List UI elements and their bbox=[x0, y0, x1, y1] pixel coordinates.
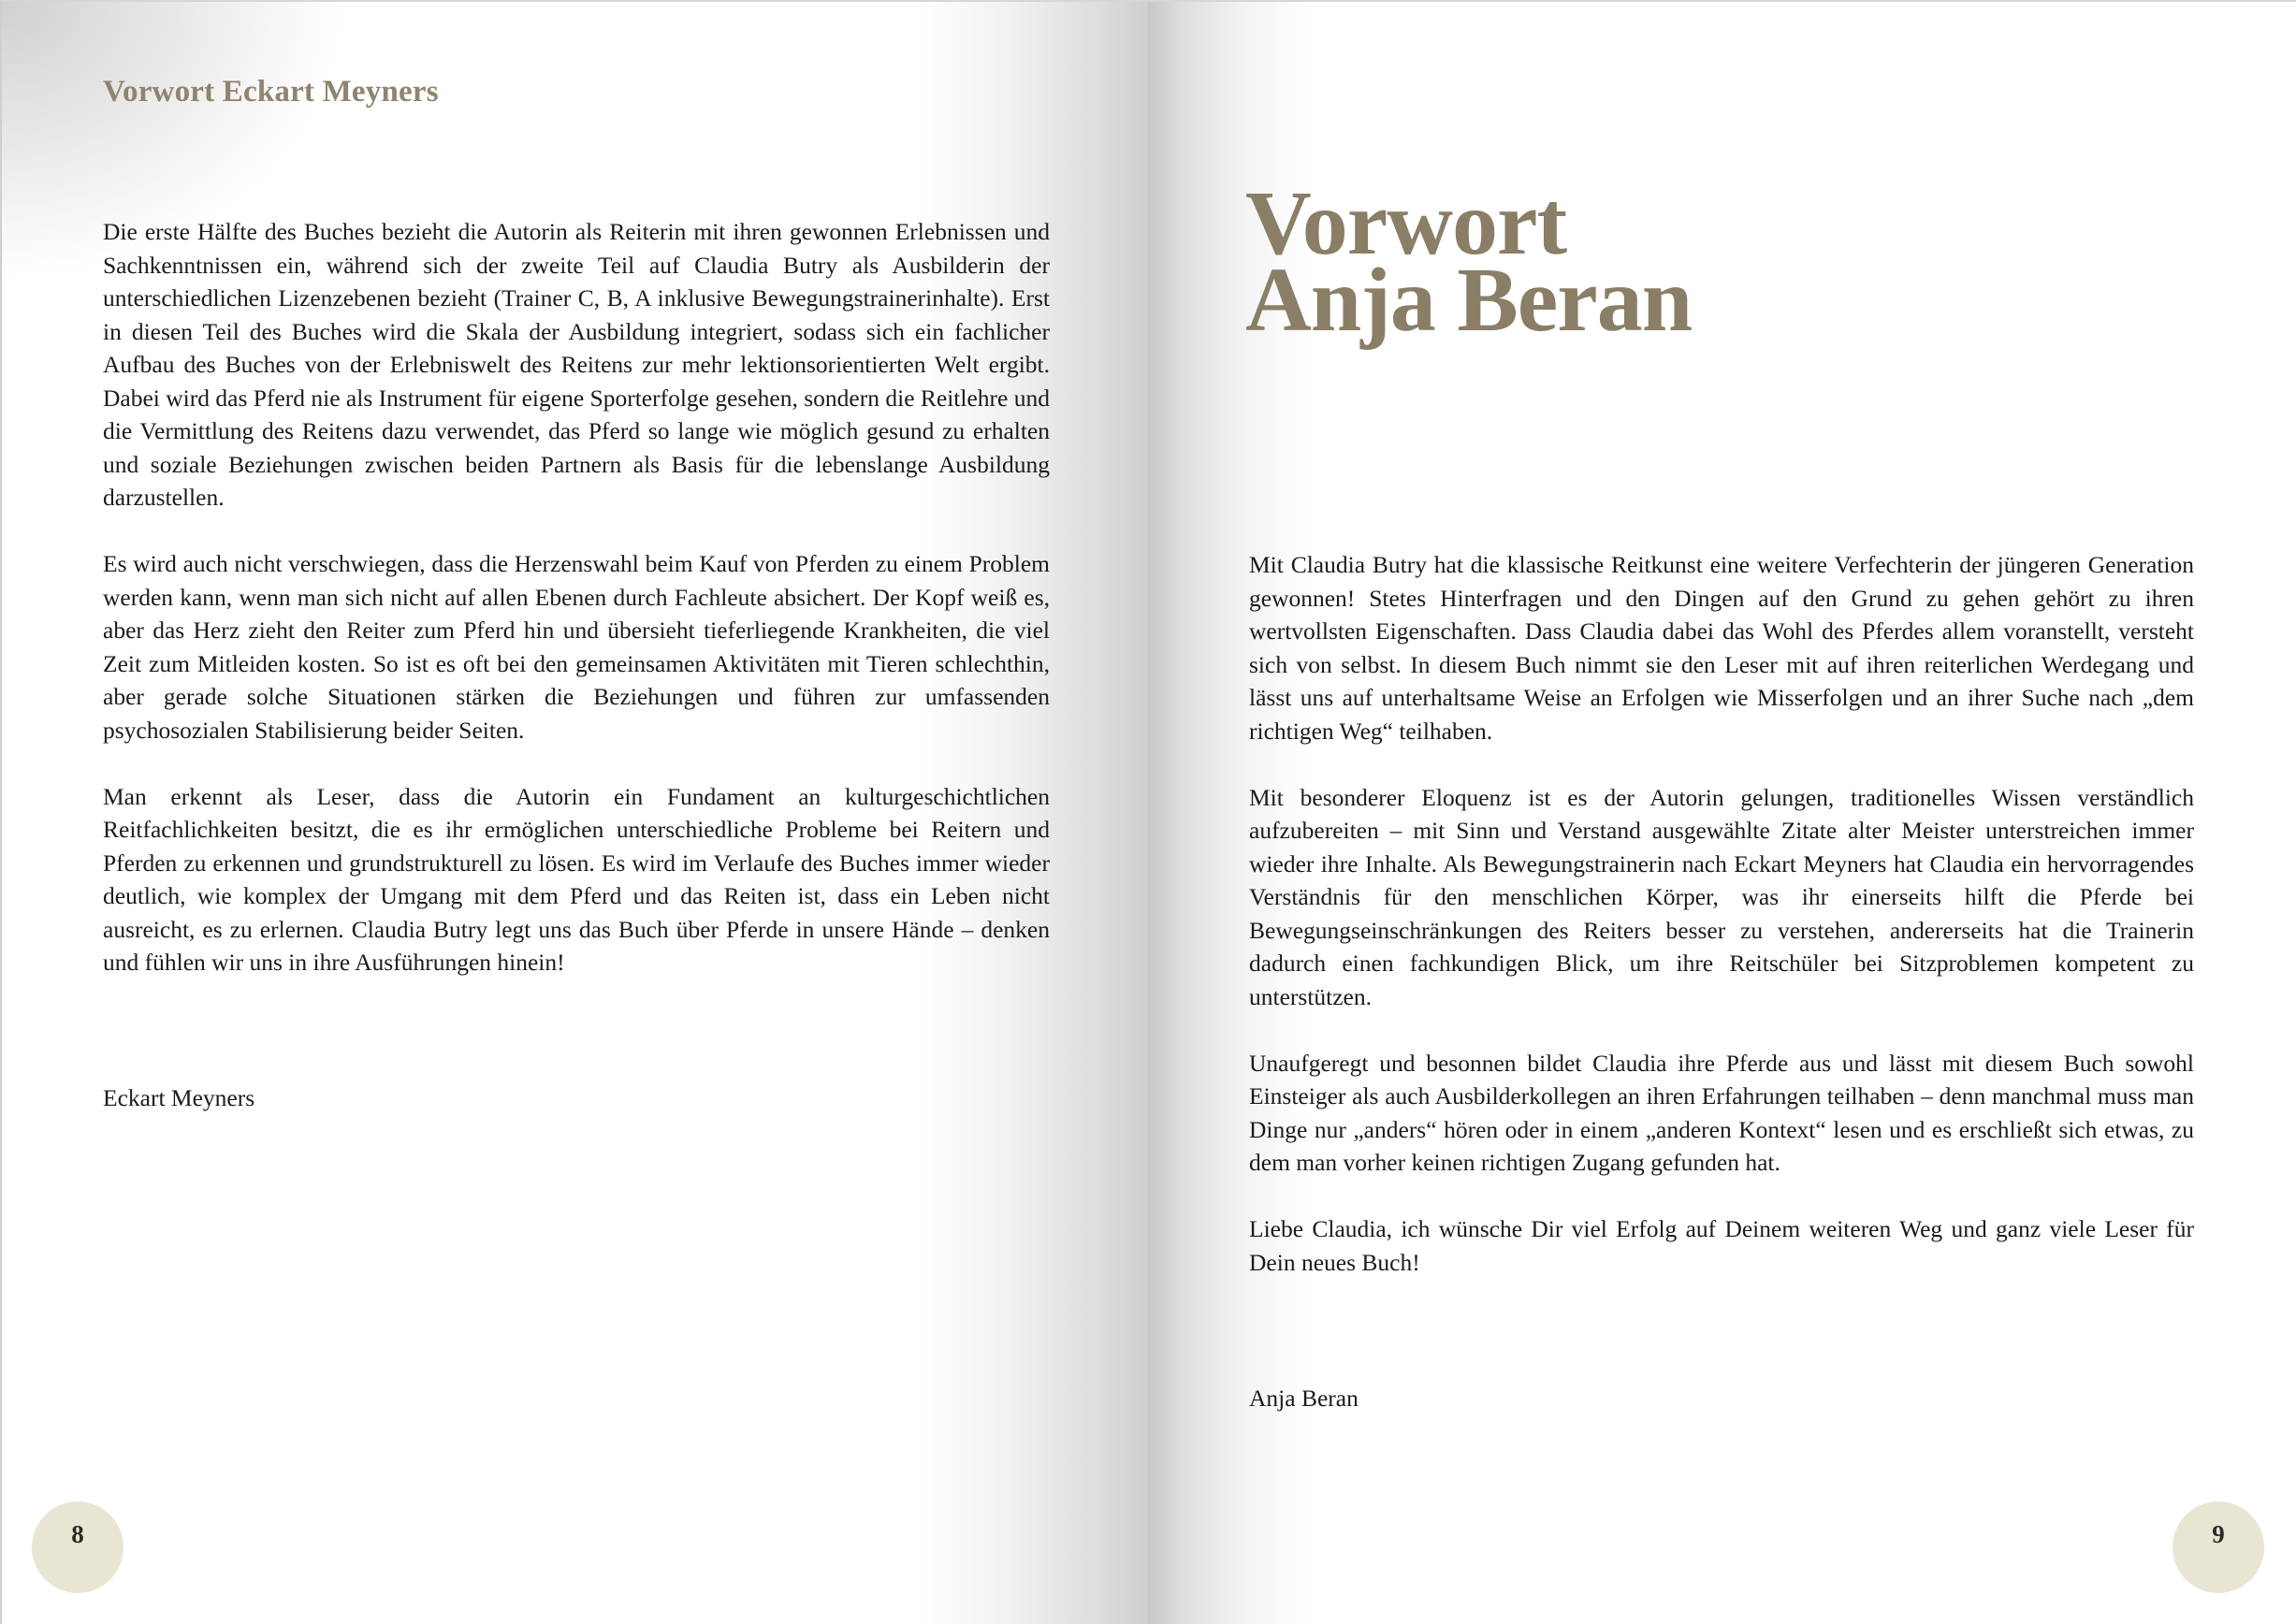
paragraph: Mit Claudia Butry hat die klassische Reitkunst eine weitere Verfechterin der jüngeren Generation gewonnen! Stetes Hinterfragen und den Dingen auf den Grund zu gehen gehört zu ihren wertvollsten Eigenschaften. Dass Claudia dabei das Wohl des Pferdes allem voranstellt, versteht sich von selbst. In diesem Buch nimmt sie den Leser mit auf ihren reiterlichen Werdegang und lässt uns auf unterhaltsame Weise an Erfolgen wie Misserfolgen und an ihrer Suche nach „dem richtigen Weg“ teilhaben. bbox=[1249, 551, 2194, 745]
chapter-title-line-2: Anja Beran bbox=[1245, 250, 1693, 351]
page-number-badge bbox=[2172, 1501, 2264, 1593]
running-head: Vorwort Eckart Meyners bbox=[103, 75, 439, 109]
right-body-text bbox=[1249, 548, 2194, 1312]
page-number: 9 bbox=[2212, 1520, 2225, 1548]
paragraph: Man erkennt als Leser, dass die Autorin ein Fundament an kulturgeschichtlichen Reitfachlichkeiten besitzt, die es ihr ermöglichen unterschiedliche Probleme bei Reitern und Pferden zu erkennen und grundstrukturell zu lösen. Es wird im Verlaufe des Buches immer wieder deutlich, wie komplex der Umgang mit dem Pferd und das Reiten ist, dass ein Leben nicht ausreicht, es zu erlernen. Claudia Butry legt uns das Buch über Pferde in unsere Hände – denken und fühlen wir uns in ihre Ausführungen hinein! bbox=[103, 782, 1050, 976]
left-body-text bbox=[103, 215, 1050, 1012]
page-number-badge bbox=[32, 1501, 124, 1593]
paragraph: Mit besonderer Eloquenz ist es der Autorin gelungen, traditionelles Wissen verständlich aufzubereiten – mit Sinn und Verstand ausgewählte Zitate alter Meister unterstreichen immer wieder ihre Inhalte. Als Bewegungstrainerin nach Eckart Meyners hat Claudia ein hervorragendes Verständnis für den menschlichen Körper, was ihr einerseits hilft die Pferde bei Bewegungseinschränkungen des Reiters besser zu verstehen, andererseits hat die Trainerin dadurch einen fachkundigen Blick, um ihre Reitschüler bei Sitzproblemen kompetent zu unterstützen. bbox=[1249, 783, 2194, 1010]
chapter-title-line-1: Vorwort bbox=[1245, 173, 1567, 274]
right-page bbox=[1148, 0, 2296, 1624]
paragraph: Es wird auch nicht verschwiegen, dass die Herzenswahl beim Kauf von Pferden zu einem Problem werden kann, wenn man sich nicht auf allen Ebenen durch Fachleute absichert. Der Kopf weiß es, aber das Herz zieht den Reiter zum Pferd hin und übersieht tieferliegende Krankheiten, die viel Zeit zum Mitleiden kosten. So ist es oft bei den gemeinsamen Aktivitäten mit Tieren schlechthin, aber gerade solche Situationen stärken die Beziehungen und führen zur umfassenden psychosozialen Stabilisierung beider Seiten. bbox=[103, 550, 1050, 744]
paragraph: Die erste Hälfte des Buches bezieht die Autorin als Reiterin mit ihren gewonnen Erlebnissen und Sachkenntnissen ein, während sich der zweite Teil auf Claudia Butry als Ausbilderin der unterschiedlichen Lizenzebenen bezieht (Trainer C, B, A inklusive Bewegungstrainerinhalte). Erst in diesen Teil des Buches wird die Skala der Ausbildung integriert, sodass sich ein fachlicher Aufbau des Buches von der Erlebniswelt des Reitens zur mehr lektionsorientierten Welt ergibt. Dabei wird das Pferd nie als Instrument für eigene Sporterfolge gesehen, sondern die Reitlehre und die Vermittlung des Reitens dazu verwendet, das Pferd so lange wie möglich gesund zu erhalten und soziale Beziehungen zwischen beiden Partnern als Basis für die lebenslange Ausbildung darzustellen. bbox=[103, 218, 1050, 511]
chapter-title bbox=[1245, 173, 1693, 351]
paragraph: Unaufgeregt und besonnen bildet Claudia ihre Pferde aus und lässt mit diesem Buch sowohl Einsteiger als auch Ausbilderkollegen an ihren Erfahrungen teilhaben – denn manchmal muss man Dinge nur „anders“ hören oder in einem „anderen Kontext“ lesen und es erschließt sich etwas, zu dem man vorher keinen richtigen Zugang gefunden hat. bbox=[1249, 1049, 2194, 1176]
page-number: 8 bbox=[71, 1520, 84, 1548]
signature-anja-beran: Anja Beran bbox=[1249, 1385, 1359, 1412]
signature-eckart-meyners: Eckart Meyners bbox=[103, 1084, 255, 1111]
paragraph: Liebe Claudia, ich wünsche Dir viel Erfolg auf Deinem weiteren Weg und ganz viele Leser für Dein neues Buch! bbox=[1249, 1215, 2194, 1276]
